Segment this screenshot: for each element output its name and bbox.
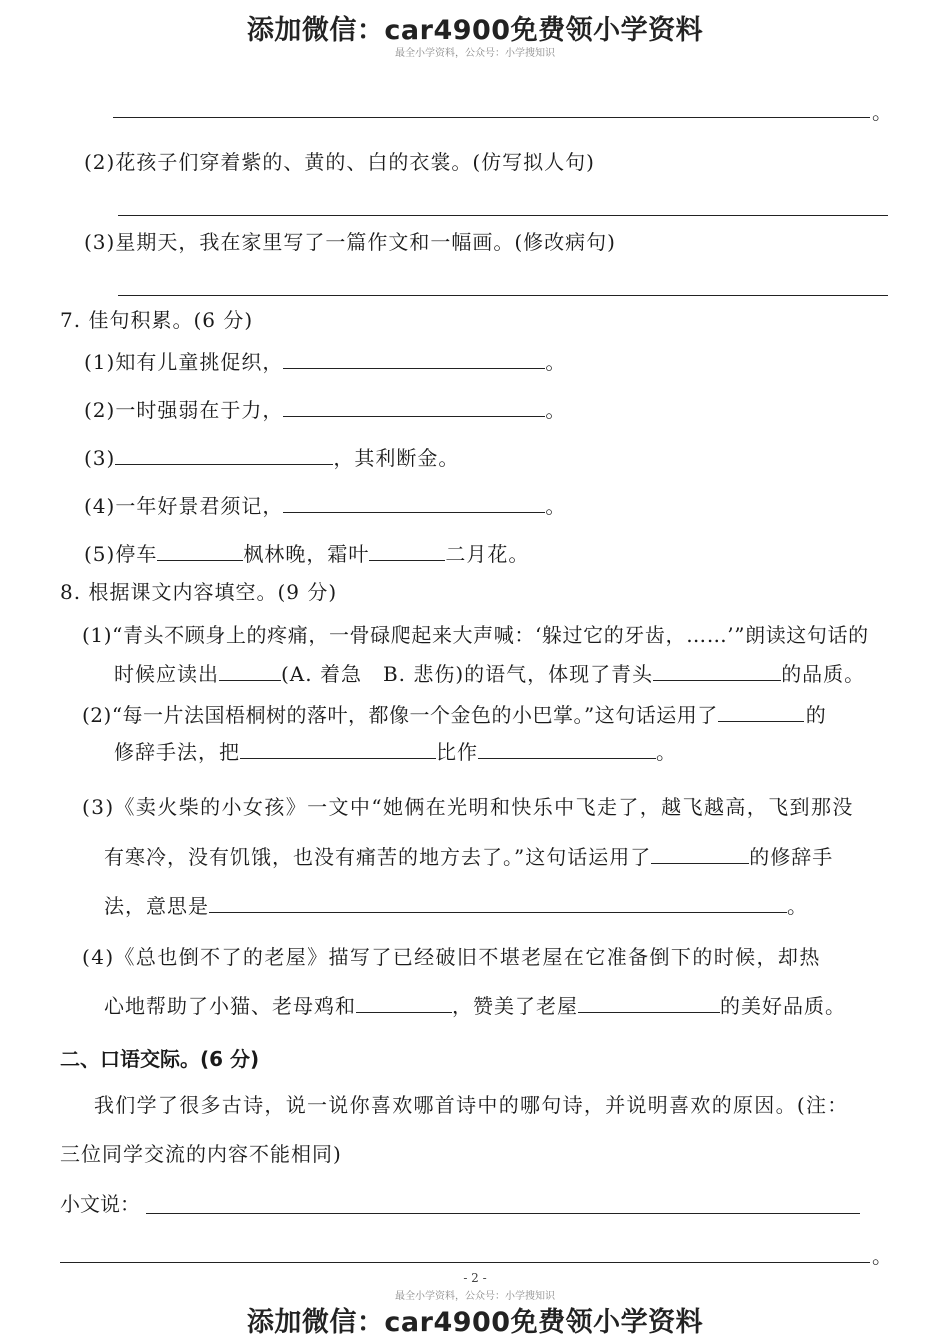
text: 。: [656, 740, 677, 764]
q8-item2-line2: [114, 740, 677, 764]
page-number: - 2 -: [463, 1271, 487, 1285]
q7-item5-a: (5)停车: [84, 542, 158, 566]
text: 的修辞手: [749, 845, 834, 869]
q7-item5-b: 枫林晚，霜叶: [243, 542, 370, 566]
q7-item4-text: (4)一年好景君须记，: [84, 494, 284, 518]
q8-item4-line2: [104, 994, 846, 1018]
answer-blank: [240, 740, 436, 759]
xiaowen-label: 小文说：: [60, 1192, 140, 1216]
q8-item1-line1: (1)“青头不顾身上的疼痛，一骨碌爬起来大声喊：‘躲过它的牙齿，……’”朗读这句话的: [82, 623, 869, 647]
answer-blank: [283, 398, 545, 417]
q8-item2-line1: [82, 703, 826, 727]
section2-prompt-line1: 我们学了很多古诗，说一说你喜欢哪首诗中的哪句诗，并说明喜欢的原因。(注：: [94, 1093, 849, 1117]
footer-banner: 添加微信：car4900免费领小学资料: [246, 1307, 704, 1338]
text: 法，意思是: [104, 894, 209, 918]
answer-line: [113, 117, 870, 118]
answer-blank: [651, 845, 749, 864]
q6-item2: (2)花孩子们穿着紫的、黄的、白的衣裳。(仿写拟人句): [84, 150, 595, 174]
header-banner: 添加微信：car4900免费领小学资料: [246, 15, 704, 46]
text: (2)“每一片法国梧桐树的落叶，都像一个金色的小巴掌。”这句话运用了: [82, 703, 718, 727]
text: (A. 着急 B. 悲伤)的语气，体现了青头: [281, 662, 654, 686]
q7-item1-text: (1)知有儿童挑促织，: [84, 350, 284, 374]
text: 时候应读出: [114, 662, 219, 686]
q8-item1-line2: [114, 662, 865, 686]
answer-blank: [478, 740, 656, 759]
q7-item3-label: (3): [84, 446, 116, 470]
text: 的美好品质。: [720, 994, 846, 1018]
section2-prompt-line2: 三位同学交流的内容不能相同): [60, 1142, 342, 1166]
answer-blank: [356, 994, 452, 1013]
answer-line: [60, 1262, 870, 1263]
answer-line: [118, 215, 888, 216]
answer-blank: [209, 894, 787, 913]
header-faint-note: 最全小学资料，公众号：小学搜知识: [395, 48, 555, 59]
text: ，赞美了老屋: [452, 994, 578, 1018]
q8-item4-line1: (4)《总也倒不了的老屋》描写了已经破旧不堪老屋在它准备倒下的时候，却热: [82, 945, 821, 969]
period: 。: [545, 350, 567, 374]
q7-item3-text: ，其利断金。: [333, 446, 460, 470]
text: 的品质。: [781, 662, 866, 686]
text: 比作: [436, 740, 478, 764]
period: 。: [545, 494, 567, 518]
footer-faint-note: 最全小学资料，公众号：小学搜知识: [395, 1291, 555, 1302]
answer-blank: [283, 350, 545, 369]
q8-item3-line3: [104, 894, 808, 918]
text: 有寒冷，没有饥饿，也没有痛苦的地方去了。”这句话运用了: [104, 845, 652, 869]
q7-item2: [84, 398, 566, 422]
text: 心地帮助了小猫、老母鸡和: [104, 994, 356, 1018]
period: 。: [545, 398, 567, 422]
text: 修辞手法，把: [114, 740, 240, 764]
answer-blank: [115, 446, 333, 465]
text: 的: [805, 703, 827, 727]
answer-blank: [219, 662, 281, 681]
answer-blank: [283, 494, 545, 513]
line-end-mark: 。: [872, 100, 892, 124]
q7-item5: [84, 542, 529, 566]
answer-blank: [369, 542, 445, 561]
answer-blank: [718, 703, 804, 722]
q7-item5-c: 二月花。: [445, 542, 530, 566]
q8-title: 8. 根据课文内容填空。(9 分): [60, 580, 338, 604]
line-end-mark: 。: [872, 1244, 892, 1268]
q7-item3: [84, 446, 459, 470]
answer-blank: [653, 662, 781, 681]
q8-item3-line1: (3)《卖火柴的小女孩》一文中“她俩在光明和快乐中飞走了，越飞越高，飞到那没: [82, 795, 854, 819]
answer-line: [146, 1213, 860, 1214]
q8-item3-line2: [104, 845, 833, 869]
answer-blank: [157, 542, 243, 561]
section2-title: 二、口语交际。(6 分): [60, 1047, 260, 1071]
q7-item4: [84, 494, 566, 518]
q6-item3: (3)星期天，我在家里写了一篇作文和一幅画。(修改病句): [84, 230, 616, 254]
q7-item2-text: (2)一时强弱在于力，: [84, 398, 284, 422]
q7-title: 7. 佳句积累。(6 分): [60, 308, 254, 332]
answer-line: [118, 295, 888, 296]
text: 。: [787, 894, 808, 918]
answer-blank: [578, 994, 720, 1013]
q7-item1: [84, 350, 566, 374]
